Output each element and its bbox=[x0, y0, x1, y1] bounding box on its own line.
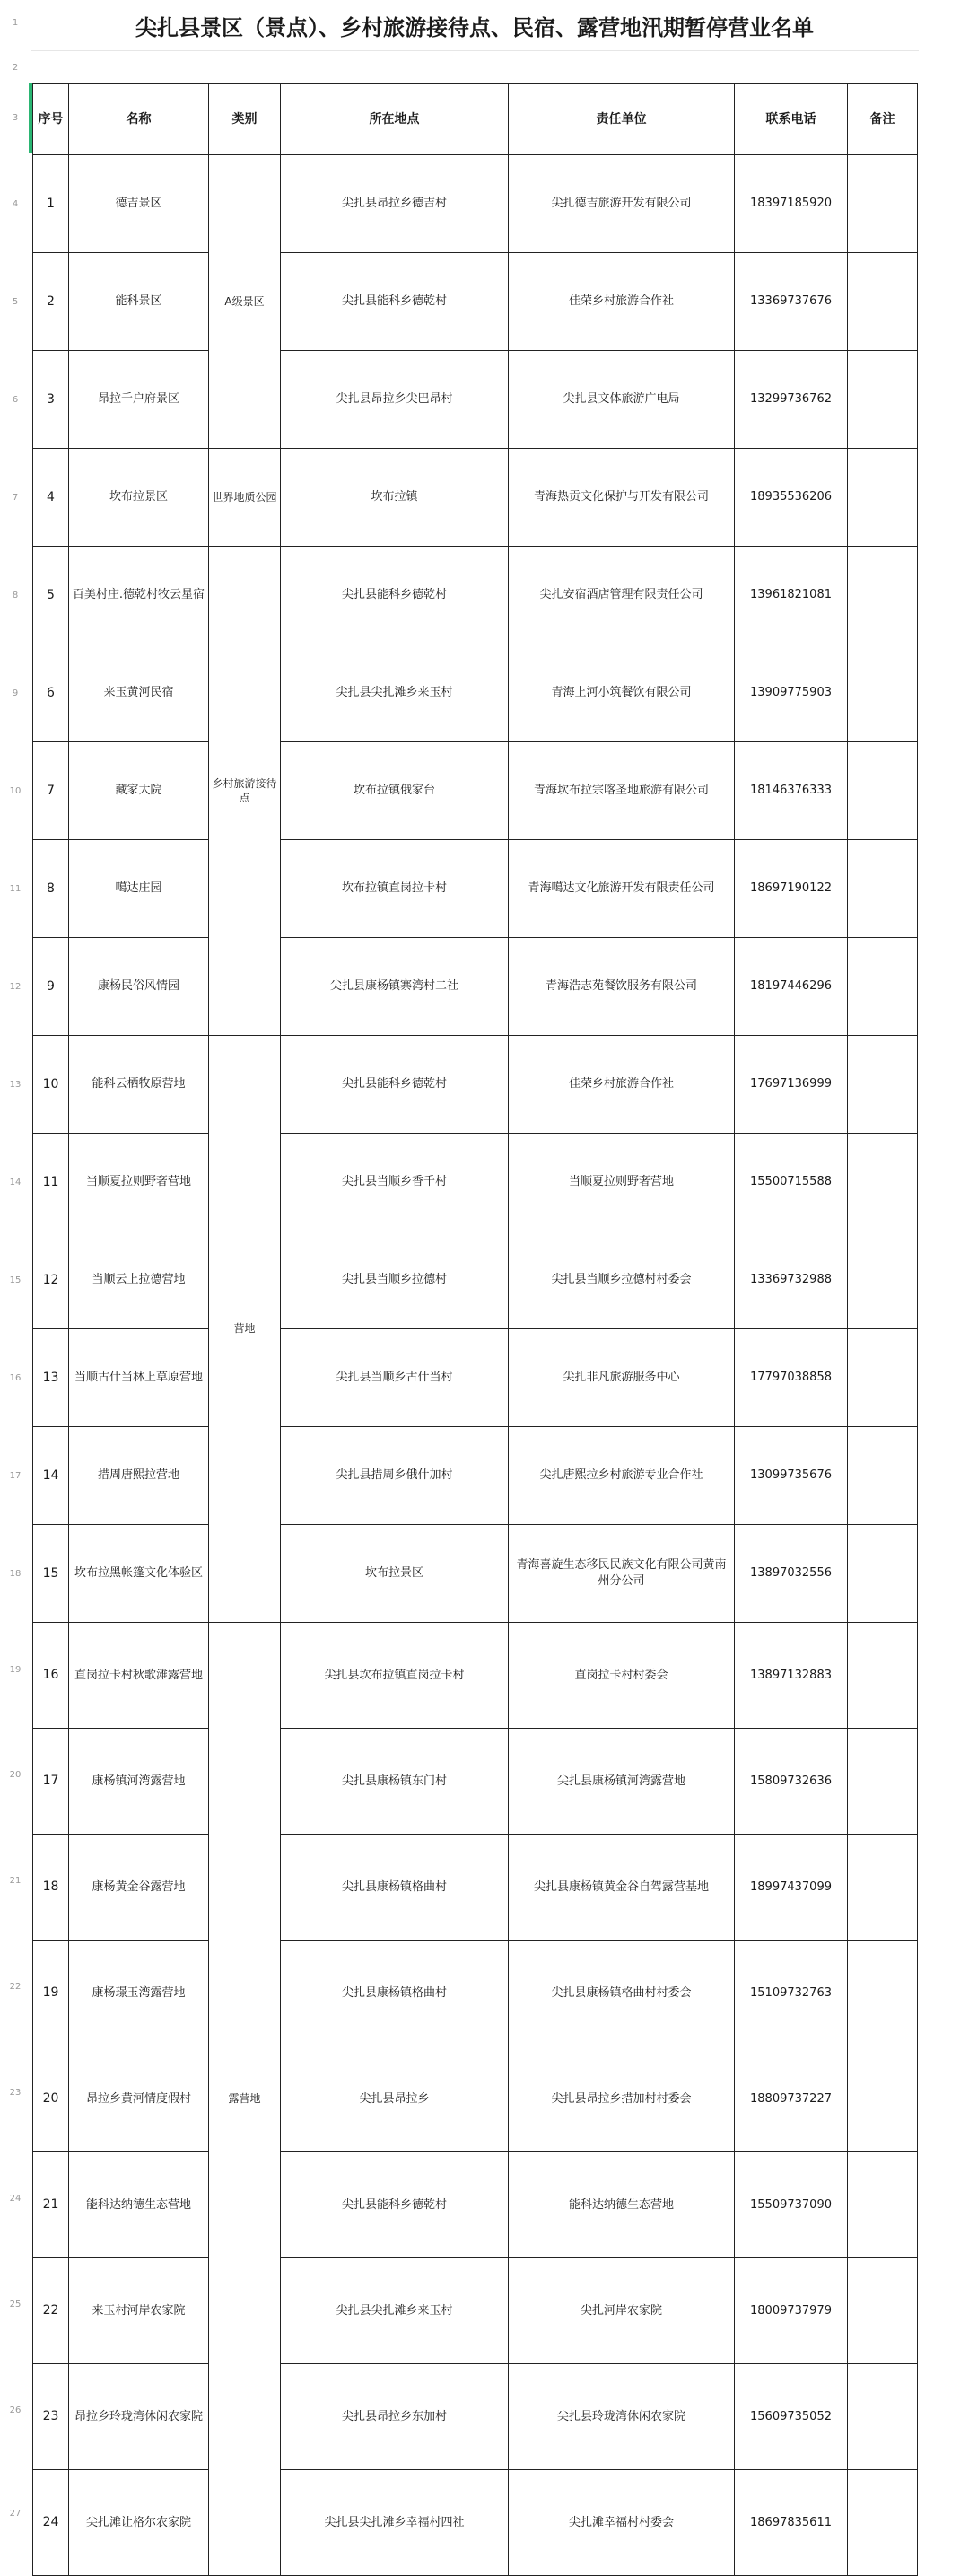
cell-name[interactable]: 能科景区 bbox=[69, 253, 209, 351]
row-number[interactable]: 23 bbox=[9, 2088, 22, 2098]
cell-name[interactable]: 百美村庄.德乾村牧云星宿 bbox=[69, 547, 209, 644]
cell-unit[interactable]: 尖扎县文体旅游广电局 bbox=[509, 351, 735, 449]
cell-location[interactable]: 尖扎县尖扎滩乡来玉村 bbox=[281, 2258, 509, 2364]
cell-name[interactable]: 当顺云上拉德营地 bbox=[69, 1231, 209, 1329]
cell-name[interactable]: 能科云栖牧原营地 bbox=[69, 1036, 209, 1134]
cell-note[interactable] bbox=[848, 1427, 918, 1525]
cell-phone[interactable]: 18397185920 bbox=[735, 155, 848, 253]
cell-seq[interactable]: 15 bbox=[33, 1525, 69, 1623]
cell-seq[interactable]: 24 bbox=[33, 2470, 69, 2576]
cell-location[interactable]: 尖扎县康杨镇格曲村 bbox=[281, 1835, 509, 1941]
cell-location[interactable]: 尖扎县坎布拉镇直岗拉卡村 bbox=[281, 1623, 509, 1729]
cell-note[interactable] bbox=[848, 2258, 918, 2364]
table-row bbox=[33, 547, 918, 644]
row-number[interactable]: 13 bbox=[9, 1080, 22, 1090]
cell-phone[interactable]: 18197446296 bbox=[735, 938, 848, 1036]
row-number[interactable]: 16 bbox=[9, 1373, 22, 1383]
header-location[interactable]: 所在地点 bbox=[281, 84, 509, 155]
cell-note[interactable] bbox=[848, 1525, 918, 1623]
cell-seq[interactable]: 7 bbox=[33, 742, 69, 840]
cell-unit[interactable]: 尖扎非凡旅游服务中心 bbox=[509, 1329, 735, 1427]
cell-note[interactable] bbox=[848, 840, 918, 938]
cell-name[interactable]: 当顺夏拉则野奢营地 bbox=[69, 1134, 209, 1231]
cell-note[interactable] bbox=[848, 1231, 918, 1329]
cell-location[interactable]: 尖扎县尖扎滩乡幸福村四社 bbox=[281, 2470, 509, 2576]
cell-name[interactable]: 昂拉千户府景区 bbox=[69, 351, 209, 449]
cell-seq[interactable]: 9 bbox=[33, 938, 69, 1036]
cell-unit[interactable]: 尖扎河岸农家院 bbox=[509, 2258, 735, 2364]
cell-note[interactable] bbox=[848, 2364, 918, 2470]
table-row bbox=[33, 155, 918, 253]
row-number[interactable]: 10 bbox=[9, 786, 22, 796]
row-number[interactable]: 19 bbox=[9, 1665, 22, 1675]
cell-phone[interactable]: 15509737090 bbox=[735, 2152, 848, 2258]
cell-name[interactable]: 康杨璟玉湾露营地 bbox=[69, 1941, 209, 2046]
cell-unit[interactable]: 尖扎县当顺乡拉德村村委会 bbox=[509, 1231, 735, 1329]
cell-phone[interactable]: 18697835611 bbox=[735, 2470, 848, 2576]
cell-location[interactable]: 尖扎县措周乡俄什加村 bbox=[281, 1427, 509, 1525]
cell-note[interactable] bbox=[848, 1329, 918, 1427]
cell-unit[interactable]: 青海喜旋生态移民民族文化有限公司黄南州分公司 bbox=[509, 1525, 735, 1623]
table-row bbox=[33, 1427, 918, 1525]
header-category[interactable]: 类别 bbox=[209, 84, 281, 155]
cell-unit[interactable]: 青海坎布拉宗喀圣地旅游有限公司 bbox=[509, 742, 735, 840]
sheet-title[interactable]: 尖扎县景区（景点）、乡村旅游接待点、民宿、露营地汛期暂停营业名单 bbox=[31, 0, 919, 51]
cell-unit[interactable]: 佳荣乡村旅游合作社 bbox=[509, 253, 735, 351]
table-row bbox=[33, 1941, 918, 2046]
cell-note[interactable] bbox=[848, 2152, 918, 2258]
cell-seq[interactable]: 18 bbox=[33, 1835, 69, 1941]
cell-unit[interactable]: 佳荣乡村旅游合作社 bbox=[509, 1036, 735, 1134]
cell-phone[interactable]: 18697190122 bbox=[735, 840, 848, 938]
row-number[interactable]: 2 bbox=[12, 63, 19, 73]
cell-phone[interactable]: 15500715588 bbox=[735, 1134, 848, 1231]
cell-note[interactable] bbox=[848, 351, 918, 449]
cell-name[interactable]: 能科达纳德生态营地 bbox=[69, 2152, 209, 2258]
cell-note[interactable] bbox=[848, 155, 918, 253]
table-row bbox=[33, 1525, 918, 1623]
cell-name[interactable]: 来玉村河岸农家院 bbox=[69, 2258, 209, 2364]
cell-note[interactable] bbox=[848, 742, 918, 840]
cell-location[interactable]: 尖扎县昂拉乡东加村 bbox=[281, 2364, 509, 2470]
table-row bbox=[33, 938, 918, 1036]
cell-unit[interactable]: 尖扎县玲珑湾休闲农家院 bbox=[509, 2364, 735, 2470]
table-row bbox=[33, 2258, 918, 2364]
row-number[interactable]: 14 bbox=[9, 1178, 22, 1187]
cell-name[interactable]: 直岗拉卡村秋歌滩露营地 bbox=[69, 1623, 209, 1729]
cell-category[interactable]: 乡村旅游接待点 bbox=[209, 547, 281, 1036]
row-number[interactable]: 15 bbox=[9, 1275, 22, 1285]
cell-seq[interactable]: 8 bbox=[33, 840, 69, 938]
cell-unit[interactable]: 能科达纳德生态营地 bbox=[509, 2152, 735, 2258]
cell-location[interactable]: 尖扎县康杨镇东门村 bbox=[281, 1729, 509, 1835]
cell-phone[interactable]: 15809732636 bbox=[735, 1729, 848, 1835]
cell-seq[interactable]: 17 bbox=[33, 1729, 69, 1835]
table-row bbox=[33, 1134, 918, 1231]
cell-phone[interactable]: 18935536206 bbox=[735, 449, 848, 547]
table-row bbox=[33, 2470, 918, 2576]
cell-location[interactable]: 尖扎县昂拉乡尖巴昂村 bbox=[281, 351, 509, 449]
cell-phone[interactable]: 18146376333 bbox=[735, 742, 848, 840]
cell-location[interactable]: 尖扎县当顺乡拉德村 bbox=[281, 1231, 509, 1329]
cell-unit[interactable]: 青海噶达文化旅游开发有限责任公司 bbox=[509, 840, 735, 938]
row-number[interactable]: 20 bbox=[9, 1770, 22, 1780]
cell-note[interactable] bbox=[848, 938, 918, 1036]
row-number[interactable]: 12 bbox=[9, 982, 22, 992]
row-number[interactable]: 27 bbox=[9, 2509, 22, 2519]
row-number[interactable]: 26 bbox=[9, 2405, 22, 2415]
cell-seq[interactable]: 6 bbox=[33, 644, 69, 742]
cell-unit[interactable]: 直岗拉卡村村委会 bbox=[509, 1623, 735, 1729]
row-number[interactable]: 25 bbox=[9, 2300, 22, 2309]
cell-location[interactable]: 尖扎县当顺乡香千村 bbox=[281, 1134, 509, 1231]
table-row bbox=[33, 2046, 918, 2152]
table-row bbox=[33, 253, 918, 351]
row-number[interactable]: 6 bbox=[12, 395, 19, 405]
cell-seq[interactable]: 3 bbox=[33, 351, 69, 449]
cell-location[interactable]: 坎布拉镇 bbox=[281, 449, 509, 547]
cell-phone[interactable]: 13909775903 bbox=[735, 644, 848, 742]
table-row bbox=[33, 1329, 918, 1427]
cell-name[interactable]: 康杨民俗风情园 bbox=[69, 938, 209, 1036]
row-number[interactable]: 3 bbox=[12, 113, 19, 123]
cell-unit[interactable]: 尖扎县康杨镇黄金谷自驾露营基地 bbox=[509, 1835, 735, 1941]
cell-name[interactable]: 昂拉乡黄河情度假村 bbox=[69, 2046, 209, 2152]
cell-seq[interactable]: 13 bbox=[33, 1329, 69, 1427]
cell-location[interactable]: 坎布拉镇俄家台 bbox=[281, 742, 509, 840]
cell-phone[interactable]: 17797038858 bbox=[735, 1329, 848, 1427]
cell-unit[interactable]: 尖扎县康杨镇河湾露营地 bbox=[509, 1729, 735, 1835]
cell-phone[interactable]: 18997437099 bbox=[735, 1835, 848, 1941]
cell-note[interactable] bbox=[848, 1729, 918, 1835]
row-number[interactable]: 7 bbox=[12, 493, 19, 503]
cell-name[interactable]: 当顺古什当林上草原营地 bbox=[69, 1329, 209, 1427]
table-row bbox=[33, 351, 918, 449]
table-row bbox=[33, 2152, 918, 2258]
cell-seq[interactable]: 14 bbox=[33, 1427, 69, 1525]
row-number[interactable]: 9 bbox=[12, 688, 19, 698]
cell-name[interactable]: 坎布拉黑帐篷文化体验区 bbox=[69, 1525, 209, 1623]
cell-note[interactable] bbox=[848, 1623, 918, 1729]
cell-phone[interactable]: 15609735052 bbox=[735, 2364, 848, 2470]
cell-phone[interactable]: 13099735676 bbox=[735, 1427, 848, 1525]
cell-category[interactable]: 露营地 bbox=[209, 1623, 281, 2576]
cell-note[interactable] bbox=[848, 1036, 918, 1134]
cell-phone[interactable]: 13299736762 bbox=[735, 351, 848, 449]
cell-location[interactable]: 尖扎县康杨镇格曲村 bbox=[281, 1941, 509, 2046]
header-phone[interactable]: 联系电话 bbox=[735, 84, 848, 155]
cell-note[interactable] bbox=[848, 449, 918, 547]
cell-location[interactable]: 坎布拉镇直岗拉卡村 bbox=[281, 840, 509, 938]
cell-unit[interactable]: 尖扎德吉旅游开发有限公司 bbox=[509, 155, 735, 253]
cell-note[interactable] bbox=[848, 547, 918, 644]
cell-seq[interactable]: 1 bbox=[33, 155, 69, 253]
header-seq[interactable]: 序号 bbox=[33, 84, 69, 155]
cell-unit[interactable]: 青海热贡文化保护与开发有限公司 bbox=[509, 449, 735, 547]
cell-location[interactable]: 尖扎县能科乡德乾村 bbox=[281, 253, 509, 351]
cell-seq[interactable]: 20 bbox=[33, 2046, 69, 2152]
cell-name[interactable]: 康杨黄金谷露营地 bbox=[69, 1835, 209, 1941]
cell-name[interactable]: 藏家大院 bbox=[69, 742, 209, 840]
cell-name[interactable]: 措周唐熙拉营地 bbox=[69, 1427, 209, 1525]
cell-note[interactable] bbox=[848, 253, 918, 351]
cell-location[interactable]: 尖扎县能科乡德乾村 bbox=[281, 547, 509, 644]
row-number[interactable]: 5 bbox=[12, 297, 19, 307]
cell-location[interactable]: 尖扎县昂拉乡 bbox=[281, 2046, 509, 2152]
cell-unit[interactable]: 青海上河小筑餐饮有限公司 bbox=[509, 644, 735, 742]
cell-seq[interactable]: 10 bbox=[33, 1036, 69, 1134]
cell-location[interactable]: 尖扎县能科乡德乾村 bbox=[281, 2152, 509, 2258]
cell-unit[interactable]: 尖扎县昂拉乡措加村村委会 bbox=[509, 2046, 735, 2152]
header-name[interactable]: 名称 bbox=[69, 84, 209, 155]
cell-note[interactable] bbox=[848, 1941, 918, 2046]
row-number[interactable]: 22 bbox=[9, 1982, 22, 1992]
cell-seq[interactable]: 2 bbox=[33, 253, 69, 351]
cell-phone[interactable]: 13897132883 bbox=[735, 1623, 848, 1729]
cell-name[interactable]: 德吉景区 bbox=[69, 155, 209, 253]
cell-note[interactable] bbox=[848, 644, 918, 742]
cell-phone[interactable]: 13369732988 bbox=[735, 1231, 848, 1329]
row-number[interactable]: 4 bbox=[12, 199, 19, 209]
cell-location[interactable]: 坎布拉景区 bbox=[281, 1525, 509, 1623]
cell-phone[interactable]: 18809737227 bbox=[735, 2046, 848, 2152]
cell-unit[interactable]: 尖扎唐熙拉乡村旅游专业合作社 bbox=[509, 1427, 735, 1525]
row-number[interactable]: 8 bbox=[12, 591, 19, 600]
cell-note[interactable] bbox=[848, 2470, 918, 2576]
table-row bbox=[33, 1623, 918, 1729]
cell-unit[interactable]: 当顺夏拉则野奢营地 bbox=[509, 1134, 735, 1231]
cell-name[interactable]: 康杨镇河湾露营地 bbox=[69, 1729, 209, 1835]
cell-name[interactable]: 尖扎滩让格尔农家院 bbox=[69, 2470, 209, 2576]
closure-list-table bbox=[32, 83, 918, 2576]
cell-phone[interactable]: 13961821081 bbox=[735, 547, 848, 644]
cell-note[interactable] bbox=[848, 2046, 918, 2152]
cell-location[interactable]: 尖扎县当顺乡古什当村 bbox=[281, 1329, 509, 1427]
row-number[interactable]: 17 bbox=[9, 1471, 22, 1481]
cell-seq[interactable]: 23 bbox=[33, 2364, 69, 2470]
row-number[interactable]: 11 bbox=[9, 884, 22, 894]
cell-seq[interactable]: 11 bbox=[33, 1134, 69, 1231]
table-row bbox=[33, 1835, 918, 1941]
table-row bbox=[33, 1729, 918, 1835]
cell-name[interactable]: 来玉黄河民宿 bbox=[69, 644, 209, 742]
table-row bbox=[33, 1231, 918, 1329]
cell-name[interactable]: 坎布拉景区 bbox=[69, 449, 209, 547]
cell-category[interactable]: 营地 bbox=[209, 1036, 281, 1623]
cell-seq[interactable]: 4 bbox=[33, 449, 69, 547]
header-note[interactable]: 备注 bbox=[848, 84, 918, 155]
row-number[interactable]: 24 bbox=[9, 2194, 22, 2204]
table-row bbox=[33, 840, 918, 938]
cell-unit[interactable]: 尖扎滩幸福村村委会 bbox=[509, 2470, 735, 2576]
cell-seq[interactable]: 12 bbox=[33, 1231, 69, 1329]
cell-name[interactable]: 噶达庄园 bbox=[69, 840, 209, 938]
header-unit[interactable]: 责任单位 bbox=[509, 84, 735, 155]
cell-seq[interactable]: 5 bbox=[33, 547, 69, 644]
cell-location[interactable]: 尖扎县昂拉乡德吉村 bbox=[281, 155, 509, 253]
cell-location[interactable]: 尖扎县能科乡德乾村 bbox=[281, 1036, 509, 1134]
cell-note[interactable] bbox=[848, 1835, 918, 1941]
cell-unit[interactable]: 尖扎安宿酒店管理有限责任公司 bbox=[509, 547, 735, 644]
table-row bbox=[33, 1036, 918, 1134]
cell-unit[interactable]: 青海浩志苑餐饮服务有限公司 bbox=[509, 938, 735, 1036]
cell-location[interactable]: 尖扎县尖扎滩乡来玉村 bbox=[281, 644, 509, 742]
blank-row[interactable] bbox=[31, 50, 919, 83]
table-row bbox=[33, 2364, 918, 2470]
cell-category[interactable]: A级景区 bbox=[209, 155, 281, 449]
cell-category[interactable]: 世界地质公园 bbox=[209, 449, 281, 547]
cell-phone[interactable]: 17697136999 bbox=[735, 1036, 848, 1134]
cell-phone[interactable]: 13897032556 bbox=[735, 1525, 848, 1623]
cell-unit[interactable]: 尖扎县康杨镇格曲村村委会 bbox=[509, 1941, 735, 2046]
cell-phone[interactable]: 15109732763 bbox=[735, 1941, 848, 2046]
table-row bbox=[33, 742, 918, 840]
cell-name[interactable]: 昂拉乡玲珑湾休闲农家院 bbox=[69, 2364, 209, 2470]
table-row bbox=[33, 644, 918, 742]
cell-seq[interactable]: 22 bbox=[33, 2258, 69, 2364]
cell-seq[interactable]: 16 bbox=[33, 1623, 69, 1729]
cell-phone[interactable]: 13369737676 bbox=[735, 253, 848, 351]
cell-seq[interactable]: 19 bbox=[33, 1941, 69, 2046]
header-row bbox=[33, 84, 918, 155]
row-number[interactable]: 18 bbox=[9, 1569, 22, 1579]
table-row bbox=[33, 449, 918, 547]
cell-phone[interactable]: 18009737979 bbox=[735, 2258, 848, 2364]
row-number[interactable]: 1 bbox=[12, 18, 19, 28]
cell-seq[interactable]: 21 bbox=[33, 2152, 69, 2258]
row-number[interactable]: 21 bbox=[9, 1876, 22, 1886]
cell-location[interactable]: 尖扎县康杨镇寨湾村二社 bbox=[281, 938, 509, 1036]
cell-note[interactable] bbox=[848, 1134, 918, 1231]
